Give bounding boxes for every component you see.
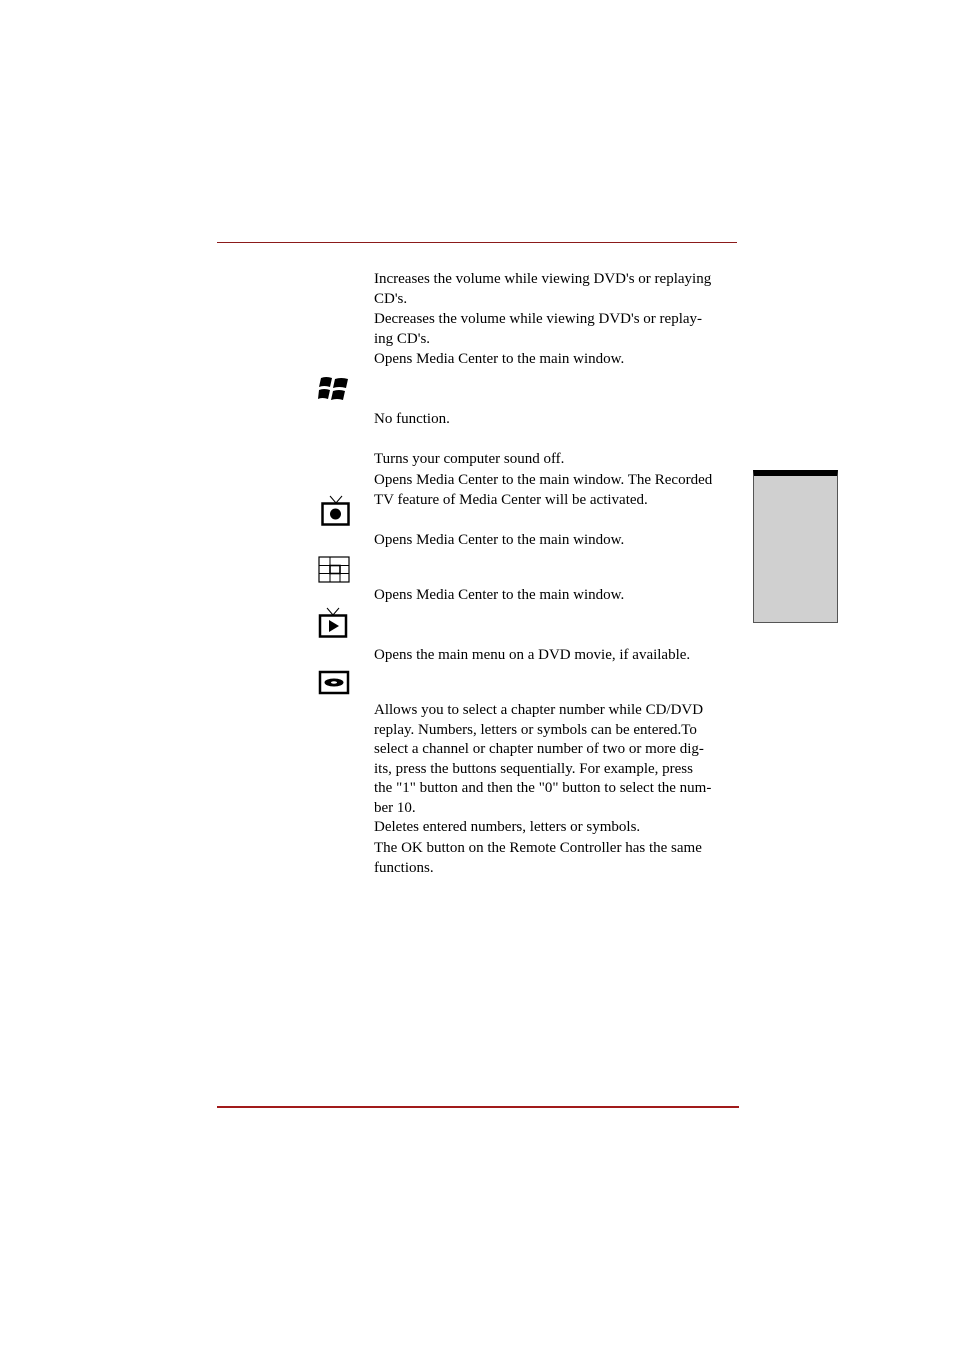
volume-up-description: Increases the volume while viewing DVD's or replaying CD's. [374, 271, 712, 307]
clear-description: Deletes entered numbers, letters or symbols. [374, 819, 641, 835]
guide-grid-icon [318, 556, 350, 584]
numbers-description: Allows you to select a chapter number while CD/DVD replay. Numbers, letters or symbols can be entered.To select a channel or chapter number of two or more dig- its, press the buttons sequentially. For example, press the "1" button and then the "0" button to select the num- ber 10. [374, 702, 712, 816]
no-function-description: No function. [374, 411, 450, 427]
recorded-tv-icon [320, 495, 352, 527]
recorded-tv-description: Opens Media Center to the main window. The Recorded TV feature of Media Center will be activated. [374, 472, 713, 508]
dvd-menu-description: Opens the main menu on a DVD movie, if available. [374, 647, 691, 663]
chapter-tab [753, 470, 838, 623]
live-tv-icon [318, 607, 350, 639]
volume-down-description: Decreases the volume while viewing DVD's or replay- ing CD's. [374, 311, 703, 347]
header-rule [217, 242, 737, 243]
guide-description: Opens Media Center to the main window. [374, 532, 625, 548]
live-tv-description: Opens Media Center to the main window. [374, 587, 625, 603]
dvd-menu-icon [318, 670, 350, 696]
mute-description: Turns your computer sound off. [374, 451, 565, 467]
footer-rule [217, 1106, 739, 1108]
windows-logo-icon [318, 375, 350, 403]
enter-description: The OK button on the Remote Controller has the same functions. [374, 840, 702, 876]
start-description: Opens Media Center to the main window. [374, 351, 625, 367]
